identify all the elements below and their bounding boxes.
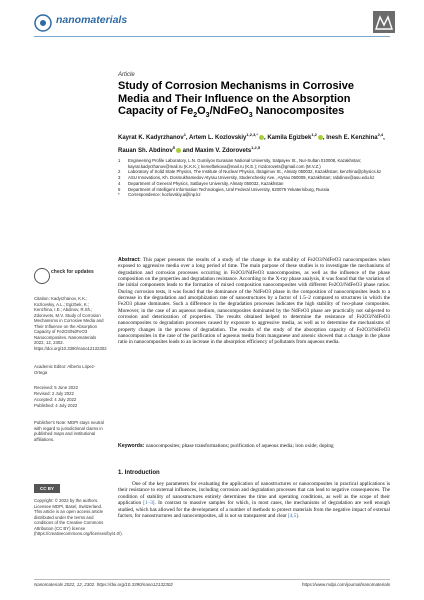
abstract [118, 257, 390, 346]
check-updates-button[interactable] [34, 268, 108, 286]
author-affiliation-marker: 1 [183, 132, 186, 137]
check-updates-icon [34, 268, 50, 284]
footer-journal-url[interactable]: https://www.mdpi.com/journal/nanomaterials [301, 582, 390, 587]
affiliation-item [118, 192, 390, 198]
affiliation-text: Laboratory of Solid State Physics, The Institute of Nuclear Physics, Ibragimov St., Almaty 050032, Kazakhstan; kenzhina@physics.kz [128, 169, 382, 175]
footer-rule [34, 579, 390, 580]
affiliation-text: Correspondence: kozlovskiy.a@inp.kz [128, 192, 201, 198]
author-affiliation-marker: 1,2 [311, 132, 317, 137]
affiliation-number: 2 [118, 169, 121, 175]
copyright-note: Copyright: © 2022 by the authors. Licensee MDPI, Basel, Switzerland. This article is an open access article distributed under the terms and conditions of the Creative Commons Attribution (CC BY) license (https://creativecommons.org/licenses/by/4.0/). [34, 498, 123, 536]
article-type: Article [118, 72, 135, 78]
citation-link[interactable]: [4,5] [287, 513, 298, 520]
keywords-text: nanocomposites; phase transformations; purification of aqueous media; iron oxide; doping [145, 443, 334, 449]
affiliation-item [118, 158, 390, 169]
affiliations [118, 158, 390, 198]
author-affiliation-marker: 5 [172, 145, 176, 150]
mdpi-logo-icon [373, 11, 395, 33]
author-affiliation-marker: 1,2,5 [251, 145, 261, 150]
check-updates-label: check for updates [51, 269, 94, 275]
article-title: Study of Corrosion Mechanisms in Corrosive Media and Their Influence on the Absorption Capacity of $Fe_2O_3/NdFeO_3$ Nanocomposites [118, 80, 354, 120]
citation-link[interactable]: [1–3] [143, 500, 155, 507]
orcid-icon[interactable] [318, 135, 323, 140]
author-name[interactable]: Maxim V. Zdorovets$^{1,2,5}$ [195, 145, 261, 154]
orcid-icon[interactable] [176, 148, 181, 153]
received-date: Received: 5 June 2022 [34, 385, 78, 390]
citation-block: Citation: Kadyrzhanov, K.K.; Kozlovskiy, A.L.; Egizbek, K.; Kenzhina, I.E.; Abdinov, R.Sh.; Zdorovets, M.V. Study of Corrosion Mechanisms in Corrosive Media and Their Influence on the Absorption Capacity of Fe2O3/NdFeO3 Nanocomposites. Nanomaterials 2022, 12, 2302. https://doi.org/10.3390/nano12132302 [34, 296, 107, 351]
affiliation-number: 1 [118, 158, 121, 163]
affiliation-text: Department of Intelligent Information Technologies, Ural Federal University, 620075 Yekaterinburg, Russia [128, 186, 330, 192]
affiliation-text: Engineering Profile Laboratory, L.N. Gumilyov Eurasian National University, Satpayev St., Nur-Sultan 010008, Kazakhstan; kayrat.kadyrzhanov@mail.ru (K.K.K.); kemelbekova@mail.ru (K.E.); mzdorovets@gmail.com (M.V.Z.) [128, 158, 362, 169]
cc-license-badge[interactable]: CC BY [34, 484, 60, 493]
author-name[interactable]: Artem L. Kozlovskiy$^{1,2,3,*}$ [189, 135, 264, 141]
affiliation-text: ASU Innovations, Kh. Dosmukhamedov Atyrau University, Studenchesky Ave., Atyrau 060009, Kazakhstan; rabdinov@asu.edu.kz [128, 175, 375, 181]
nanomaterials-logo-icon [34, 14, 52, 32]
revised-date: Revised: 2 July 2022 [34, 391, 74, 396]
author-name[interactable]: Inesh E. Kenzhina$^{2,4}$ [326, 132, 384, 141]
academic-editor: Academic Editor: Alberto López-Ortega [34, 364, 96, 375]
orcid-icon[interactable] [259, 135, 264, 140]
affiliation-number: 3 [118, 175, 121, 181]
author-affiliation-marker: 1,2,3,* [246, 132, 258, 137]
abstract-label: Abstract: [118, 257, 141, 263]
publisher-note: Publisher's Note: MDPI stays neutral with regard to jurisdictional claims in published maps and institutional affiliations. [34, 420, 104, 442]
header-rule [34, 36, 390, 37]
affiliation-text: Department of General Physics, Satbayev University, Almaty 050032, Kazakhstan [128, 180, 284, 186]
author-list: Kayrat K. Kadyrzhanov$^1$, Artem L. Kozlovskiy$^{1,2,3,*}$, Kamila Egizbek$^{1,2}$, Inesh E. Kenzhina$^{2,4}$, Rauan Sh. Abdinov$^5$ and Maxim V. Zdorovets$^{1,2,5}$ [118, 132, 385, 154]
author-name[interactable]: Rauan Sh. Abdinov$^5$ [118, 148, 181, 154]
journal-name[interactable]: nanomaterials [56, 14, 128, 26]
section-heading: 1. Introduction [118, 470, 160, 476]
affiliation-number: * [118, 192, 120, 198]
abstract-text: This paper presents the results of a study of the change in the stability of Fe2O3/NdFeO3 nanocomposites when exposed to aggressive media over a long period of time. The main purpose of these studies is to investigate the mechanisms of degradation and corrosion processes occurring in Fe2O3/NdFeO3 nanocomposites, as well as the influence of the phase composition on the properties and degradation resistance. According to the X-ray phase analysis, it was found that the variation of the initial components leads to the formation of mixed composition nanocomposites with different Fe2O3/NdFeO3 phase ratios. During corrosion tests, it was found that the dominance of the NdFeO3 phase in the composition of nanocomposites leads to a decrease in the degradation and amorphization rate of nanostructures by a factor of 1.5–2 compared to structures in which the Fe2O3 phase dominates. Such a difference in the degradation processes indicates the high stability of two-phase composites. Moreover, in the case of an aqueous medium, nanocomposites dominated by the NdFeO3 phase are practically not subjected to corrosion and deterioration of properties. The results obtained helped to determine the resistance of Fe2O3/NdFeO3 nanocomposites to degradation processes caused by exposure to aggressive media, as well as to determine the mechanisms of property changes in the process of degradation. The results of the study of the absorption capacity of Fe2O3/NdFeO3 nanocomposites in the case of the purification of aqueous media from manganese and arsenic showed that a change in the phase ratio in nanocomposites leads to an increase in the absorption efficiency of pollutants from aqueous media. [118, 257, 390, 346]
affiliation-number: 5 [118, 186, 121, 192]
author-name[interactable]: Kamila Egizbek$^{1,2}$ [267, 135, 323, 141]
keywords-label: Keywords: [118, 443, 145, 449]
author-name[interactable]: Kayrat K. Kadyrzhanov$^1$ [118, 132, 186, 141]
accepted-date: Accepted: 4 July 2022 [34, 397, 77, 402]
published-date: Published: 4 July 2022 [34, 403, 78, 408]
author-affiliation-marker: 2,4 [377, 132, 384, 137]
footer-citation: Nanomaterials 2022, 12, 2302. https://doi.org/10.3390/nano12132302 [34, 582, 173, 587]
introduction-text: One of the key parameters for evaluating the application of nanostructures or nanocomposites in practical applications is their resistance to external influences, including corrosion and degradation processes that can lead to negative consequences. The condition of stability of nanostructures entirely determines the time and operating conditions, as well as the scope of their application [1–3]. In contrast to massive samples for which, in most cases, the mechanisms of degradation are well enough studied, which has allowed for the development of a number of methods to protect materials from the negative impact of external factors, for nanostructures and nanocomposites, all is not so transparent and clear [4,5]. [118, 481, 390, 520]
keywords [118, 443, 390, 449]
affiliation-number: 4 [118, 180, 121, 186]
